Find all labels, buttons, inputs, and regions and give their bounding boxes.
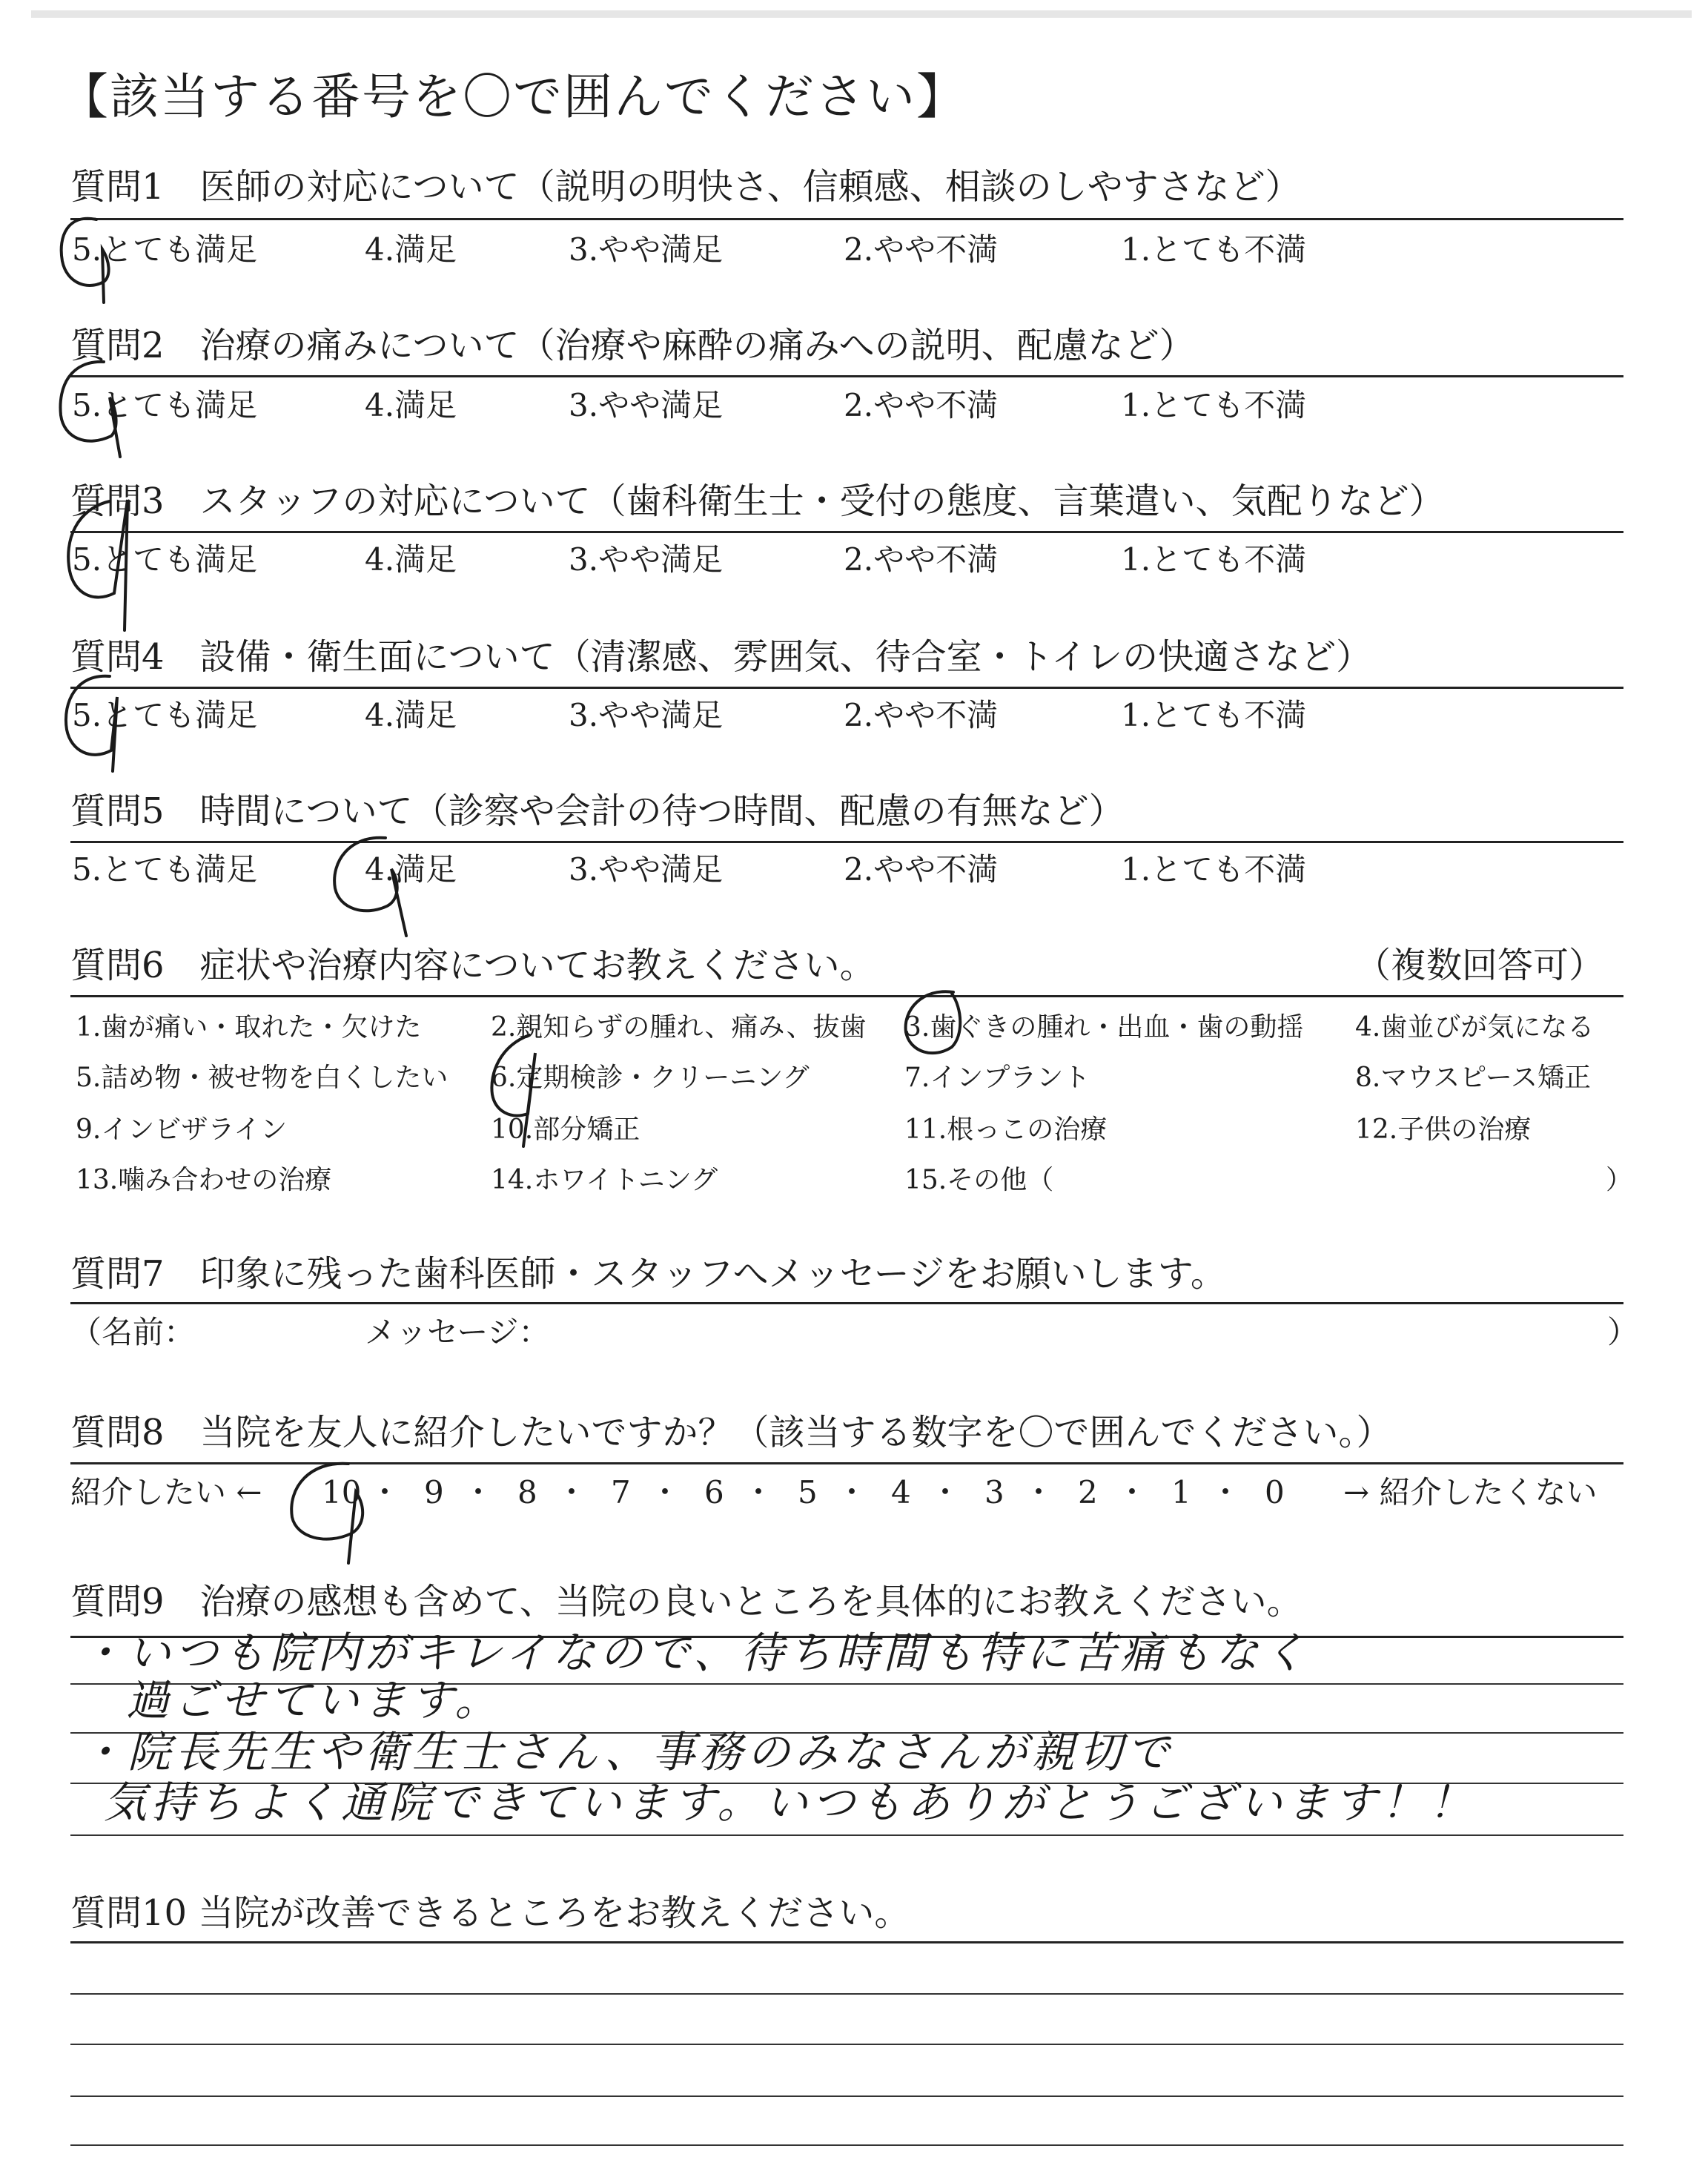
question-6-rule — [70, 995, 1623, 997]
q6-option-11[interactable]: 11.根っこの治療 — [904, 1114, 1108, 1145]
q3-option-1[interactable]: 1.とても不満 — [1121, 541, 1307, 578]
q10-answer-line-1 — [70, 1993, 1623, 1995]
q6-option-3[interactable]: 3.歯ぐきの腫れ・出血・歯の動揺 — [904, 1012, 1304, 1043]
q1-option-5[interactable]: 5.とても満足 — [72, 231, 258, 268]
q8-scale-separator: ・ — [369, 1474, 401, 1510]
q9-answer-text-3[interactable]: ・院長先生や衛生士さん、事務のみなさんが親切で — [80, 1727, 1174, 1777]
question-4-rule — [70, 687, 1623, 689]
q6-option-7[interactable]: 7.インプラント — [904, 1063, 1090, 1093]
q6-other-close-paren: ） — [1606, 1165, 1633, 1195]
q1-option-4[interactable]: 4.満足 — [365, 231, 457, 268]
q5-option-1[interactable]: 1.とても不満 — [1121, 851, 1307, 888]
q6-option-5[interactable]: 5.詰め物・被せ物を白くしたい — [76, 1063, 448, 1093]
q8-scale-value-4[interactable]: 4 — [891, 1474, 911, 1510]
q5-option-5[interactable]: 5.とても満足 — [72, 851, 258, 888]
q6-option-15[interactable]: 15.その他（ — [904, 1165, 1054, 1195]
q2-option-3[interactable]: 3.やや満足 — [569, 387, 724, 423]
question-7-rule — [70, 1302, 1623, 1304]
q5-option-2[interactable]: 2.やや不満 — [844, 851, 999, 888]
q7-close-paren: ） — [1607, 1314, 1639, 1350]
q6-option-4[interactable]: 4.歯並びが気になる — [1355, 1012, 1595, 1043]
q8-scale-separator: ・ — [1116, 1474, 1148, 1510]
q2-option-5[interactable]: 5.とても満足 — [72, 387, 258, 423]
q3-option-2[interactable]: 2.やや不満 — [844, 541, 999, 578]
q8-scale-value-8[interactable]: 8 — [517, 1474, 537, 1510]
question-2-rule — [70, 375, 1623, 377]
q8-scale-separator: ・ — [1023, 1474, 1055, 1510]
q8-scale-separator: ・ — [836, 1474, 868, 1510]
q1-option-3[interactable]: 3.やや満足 — [569, 231, 724, 268]
q8-scale-value-5[interactable]: 5 — [798, 1474, 818, 1510]
q10-answer-line-3 — [70, 2095, 1623, 2097]
q9-answer-text-1[interactable]: ・いつも院内がキレイなので、待ち時間も特に苦痛もなく — [80, 1628, 1311, 1678]
scan-top-edge — [31, 10, 1692, 18]
q7-name-label: （名前： — [70, 1314, 196, 1350]
q9-answer-text-4[interactable]: 気持ちよく通院できています。いつもありがとうございます！！ — [104, 1777, 1477, 1828]
q5-option-3[interactable]: 3.やや満足 — [569, 851, 724, 888]
q10-answer-line-4 — [70, 2144, 1623, 2146]
question-10-rule — [70, 1941, 1623, 1943]
q3-option-3[interactable]: 3.やや満足 — [569, 541, 724, 578]
q8-scale-value-6[interactable]: 6 — [704, 1474, 724, 1510]
q10-answer-line-2 — [70, 2044, 1623, 2045]
q4-option-2[interactable]: 2.やや不満 — [844, 697, 999, 733]
q9-answer-line-4 — [70, 1834, 1623, 1836]
q8-scale-value-0[interactable]: 0 — [1265, 1474, 1285, 1510]
q5-option-4[interactable]: 4.満足 — [365, 851, 457, 888]
q9-answer-text-2[interactable]: 過ごせています。 — [126, 1675, 503, 1725]
question-8-rule — [70, 1462, 1623, 1464]
q8-scale-separator: ・ — [463, 1474, 494, 1510]
question-7-title: 質問7 印象に残った歯科医師・スタッフへメッセージをお願いします。 — [70, 1253, 1226, 1295]
q8-scale-value-7[interactable]: 7 — [611, 1474, 631, 1510]
q2-option-1[interactable]: 1.とても不満 — [1121, 387, 1307, 423]
q6-option-13[interactable]: 13.噛み合わせの治療 — [76, 1165, 332, 1195]
form-heading: 【該当する番号を〇で囲んでください】 — [59, 68, 967, 125]
q8-scale-separator: ・ — [649, 1474, 681, 1510]
q8-scale-value-2[interactable]: 2 — [1078, 1474, 1098, 1510]
question-5-rule — [70, 841, 1623, 843]
q1-option-1[interactable]: 1.とても不満 — [1121, 231, 1307, 268]
question-9-title: 質問9 治療の感想も含めて、当院の良いところを具体的にお教えください。 — [70, 1581, 1302, 1622]
question-4-title: 質問4 設備・衛生面について（清潔感、雰囲気、待合室・トイレの快適さなど） — [70, 636, 1372, 678]
q3-option-5[interactable]: 5.とても満足 — [72, 541, 258, 578]
q8-right-label: → 紹介したくない — [1343, 1474, 1598, 1510]
question-10-title: 質問10 当院が改善できるところをお教えください。 — [70, 1892, 910, 1934]
q6-option-1[interactable]: 1.歯が痛い・取れた・欠けた — [76, 1012, 422, 1043]
question-6-title: 質問6 症状や治療内容についてお教えください。 — [70, 945, 875, 986]
q2-option-4[interactable]: 4.満足 — [365, 387, 457, 423]
question-1-title: 質問1 医師の対応について（説明の明快さ、信頼感、相談のしやすさなど） — [70, 166, 1301, 208]
q6-option-10[interactable]: 10.部分矯正 — [491, 1114, 640, 1145]
q6-option-12[interactable]: 12.子供の治療 — [1355, 1114, 1532, 1145]
q1-option-2[interactable]: 2.やや不満 — [844, 231, 999, 268]
q8-scale-value-9[interactable]: 9 — [424, 1474, 444, 1510]
question-1-rule — [70, 218, 1623, 220]
q8-scale-value-1[interactable]: 1 — [1171, 1474, 1191, 1510]
question-6-note: （複数回答可） — [1355, 945, 1605, 986]
q2-option-2[interactable]: 2.やや不満 — [844, 387, 999, 423]
q6-option-8[interactable]: 8.マウスピース矯正 — [1355, 1063, 1592, 1093]
question-5-title: 質問5 時間について（診察や会計の待つ時間、配慮の有無など） — [70, 790, 1125, 832]
q7-message-label: メッセージ： — [365, 1314, 550, 1350]
q4-option-4[interactable]: 4.満足 — [365, 697, 457, 733]
q8-scale-separator: ・ — [556, 1474, 588, 1510]
q4-option-1[interactable]: 1.とても不満 — [1121, 697, 1307, 733]
q3-option-4[interactable]: 4.満足 — [365, 541, 457, 578]
q6-option-6[interactable]: 6.定期検診・クリーニング — [491, 1063, 810, 1093]
q4-option-3[interactable]: 3.やや満足 — [569, 697, 724, 733]
question-3-rule — [70, 531, 1623, 533]
q6-option-2[interactable]: 2.親知らずの腫れ、痛み、抜歯 — [491, 1012, 867, 1043]
q6-option-14[interactable]: 14.ホワイトニング — [491, 1165, 718, 1195]
q8-scale-value-3[interactable]: 3 — [984, 1474, 1004, 1510]
q4-option-5[interactable]: 5.とても満足 — [72, 697, 258, 733]
q6-option-9[interactable]: 9.インビザライン — [76, 1114, 288, 1145]
q8-left-label: 紹介したい ← — [70, 1474, 262, 1510]
question-3-title: 質問3 スタッフの対応について（歯科衛生士・受付の態度、言葉遣い、気配りなど） — [70, 480, 1445, 522]
question-8-title: 質問8 当院を友人に紹介したいですか？（該当する数字を〇で囲んでください。） — [70, 1412, 1392, 1453]
q8-scale-value-10[interactable]: 10 — [322, 1474, 362, 1510]
question-2-title: 質問2 治療の痛みについて（治療や麻酔の痛みへの説明、配慮など） — [70, 325, 1195, 366]
q8-scale-separator: ・ — [743, 1474, 775, 1510]
q8-scale-separator: ・ — [1210, 1474, 1242, 1510]
q8-scale-separator: ・ — [930, 1474, 961, 1510]
